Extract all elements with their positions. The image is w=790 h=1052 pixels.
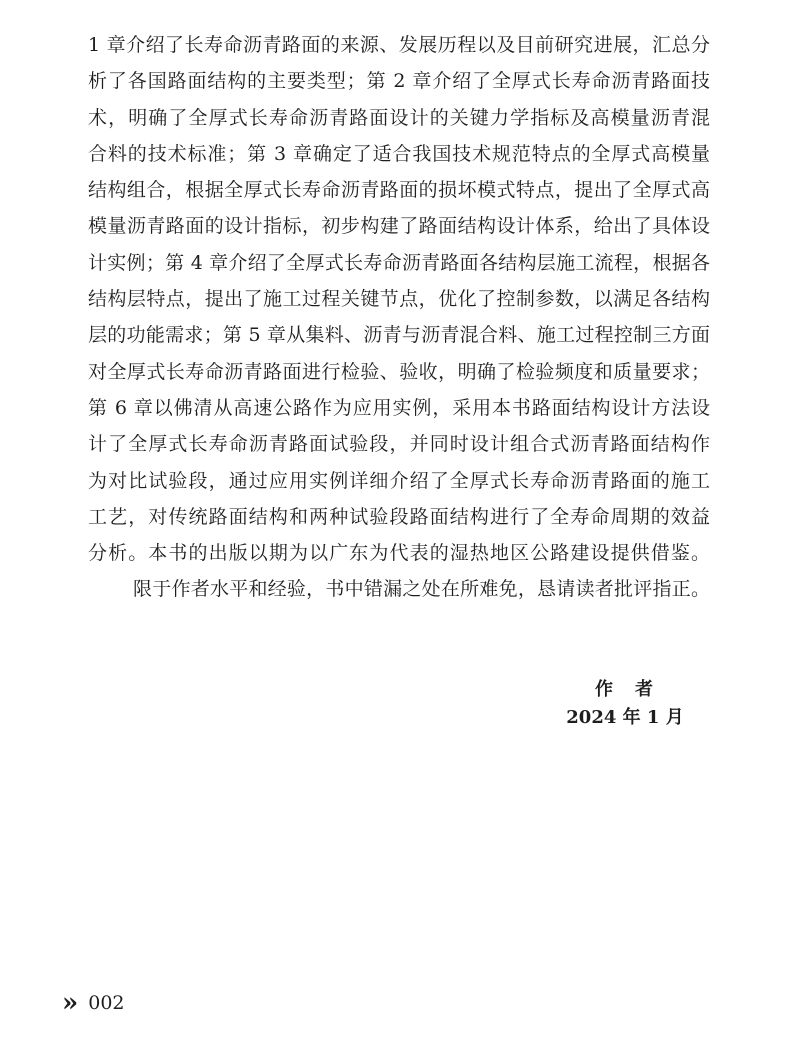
body-line: 1 章介绍了长寿命沥青路面的来源、发展历程以及目前研究进展，汇总分 — [88, 34, 710, 56]
body-line: 合料的技术标准；第 3 章确定了适合我国技术规范特点的全厚式高模量 — [88, 142, 710, 165]
closing-paragraph: 限于作者水平和经验，书中错漏之处在所难免，恳请读者批评指正。 — [133, 578, 710, 601]
signature-block — [545, 676, 705, 732]
body-line: 析了各国路面结构的主要类型；第 2 章介绍了全厚式长寿命沥青路面技 — [88, 70, 710, 93]
signature-author: 作 者 — [595, 679, 655, 700]
body-line: 层的功能需求；第 5 章从集料、沥青与沥青混合料、施工过程控制三方面 — [88, 324, 710, 347]
body-line: 术，明确了全厚式长寿命沥青路面设计的关键力学指标及高模量沥青混 — [88, 106, 710, 129]
body-line: 对全厚式长寿命沥青路面进行检验、验收，明确了检验频度和质量要求； — [88, 360, 710, 383]
body-line: 计实例；第 4 章介绍了全厚式长寿命沥青路面各结构层施工流程，根据各 — [88, 251, 710, 274]
body-line: 工艺，对传统路面结构和两种试验段路面结构进行了全寿命周期的效益 — [88, 505, 710, 528]
page-number: 002 — [88, 992, 125, 1014]
body-line: 计了全厚式长寿命沥青路面试验段，并同时设计组合式沥青路面结构作 — [88, 433, 710, 456]
body-line: 分析。本书的出版以期为以广东为代表的湿热地区公路建设提供借鉴。 — [88, 542, 710, 565]
body-line: 模量沥青路面的设计指标，初步构建了路面结构设计体系，给出了具体设 — [88, 215, 710, 238]
preface-body — [88, 27, 710, 608]
body-line: 结构组合，根据全厚式长寿命沥青路面的损坏模式特点，提出了全厚式高 — [88, 179, 710, 202]
body-line: 第 6 章以佛清从高速公路作为应用实例，采用本书路面结构设计方法设 — [88, 396, 710, 419]
page-footer — [62, 990, 125, 1016]
body-line: 结构层特点，提出了施工过程关键节点，优化了控制参数，以满足各结构 — [88, 288, 710, 311]
body-line: 为对比试验段，通过应用实例详细介绍了全厚式长寿命沥青路面的施工 — [88, 469, 710, 492]
signature-date: 2024 年 1 月 — [566, 707, 684, 728]
double-chevron-icon: » — [62, 988, 79, 1018]
